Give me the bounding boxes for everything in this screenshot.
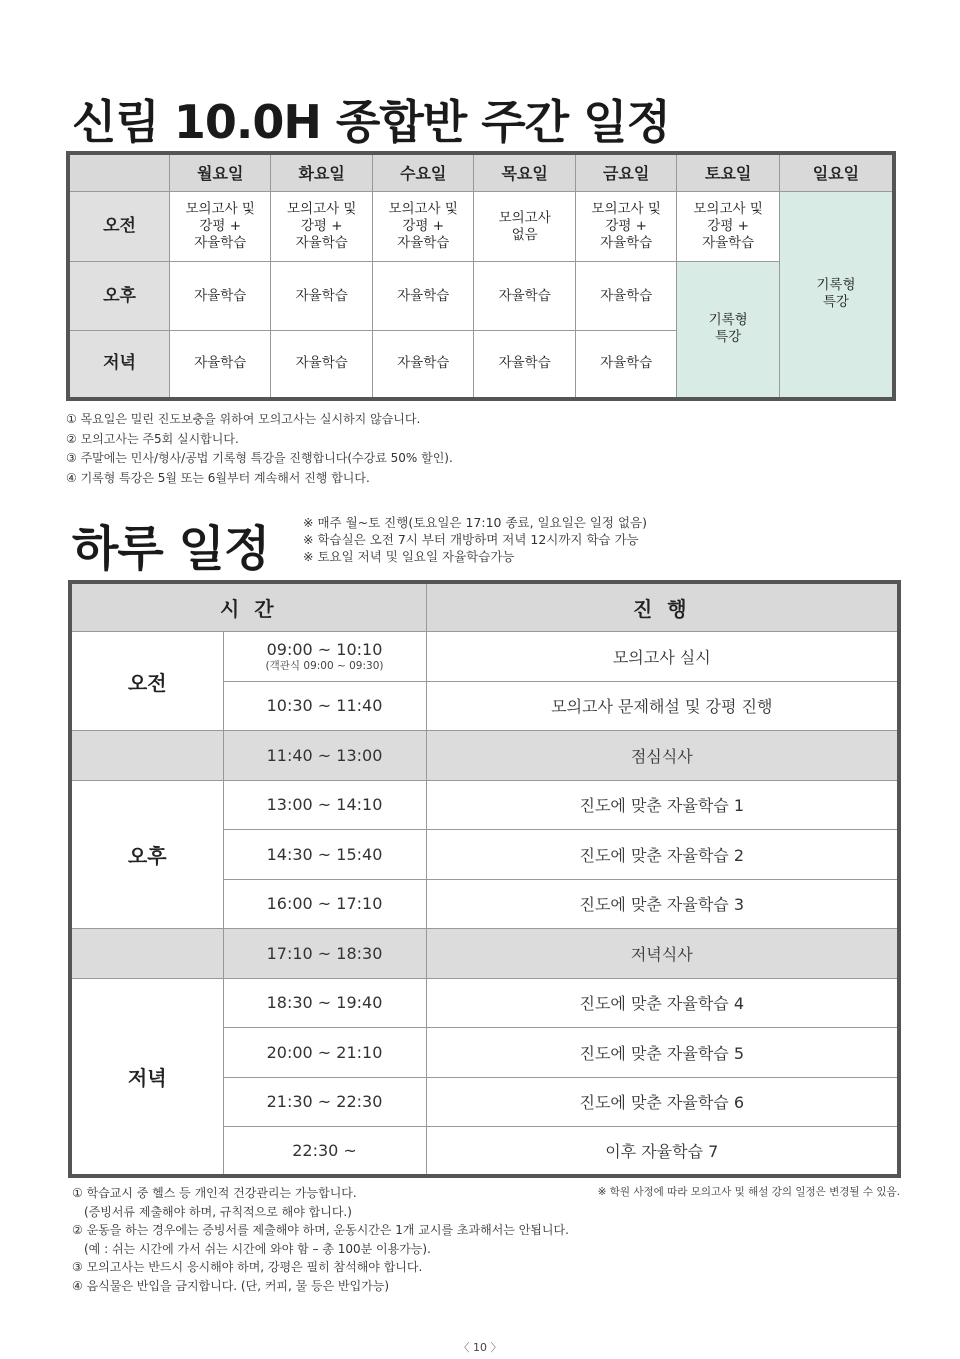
period-label-evening: 저녁 bbox=[68, 331, 169, 399]
time-cell: 10:30 ~ 11:40 bbox=[223, 681, 426, 731]
saturday-special-cell: 기록형 특강 bbox=[677, 262, 779, 399]
schedule-cell: 자율학습 bbox=[169, 262, 270, 331]
schedule-cell: 자율학습 bbox=[372, 331, 473, 399]
activity-cell: 진도에 맞춘 자율학습 5 bbox=[426, 1028, 899, 1078]
note-line: ② 모의고사는 주5회 실시합니다. bbox=[66, 431, 239, 446]
activity-cell: 진도에 맞춘 자율학습 4 bbox=[426, 978, 899, 1028]
period-label-morning: 오전 bbox=[68, 192, 169, 262]
time-cell: 22:30 ~ bbox=[223, 1127, 426, 1177]
activity-cell: 진도에 맞춘 자율학습 2 bbox=[426, 830, 899, 880]
page-number: 〈 10 〉 bbox=[458, 1341, 502, 1354]
note-line: ① 학습교시 중 헬스 등 개인적 건강관리는 가능합니다. bbox=[72, 1186, 357, 1200]
time-cell: 16:00 ~ 17:10 bbox=[223, 879, 426, 929]
time-cell: 13:00 ~ 14:10 bbox=[223, 780, 426, 830]
day-header: 목요일 bbox=[474, 153, 575, 192]
activity-cell: 모의고사 문제해설 및 강평 진행 bbox=[426, 681, 899, 731]
schedule-cell: 자율학습 bbox=[271, 331, 372, 399]
subnote-line: ※ 토요일 저녁 및 일요일 자율학습가능 bbox=[303, 549, 515, 564]
activity-cell: 이후 자율학습 7 bbox=[426, 1127, 899, 1177]
day-header: 일요일 bbox=[779, 153, 894, 192]
schedule-cell: 모의고사 및 강평 + 자율학습 bbox=[271, 192, 372, 262]
time-cell: 17:10 ~ 18:30 bbox=[223, 929, 426, 979]
weekly-notes bbox=[66, 410, 453, 488]
time-cell: 20:00 ~ 21:10 bbox=[223, 1028, 426, 1078]
day-header: 금요일 bbox=[575, 153, 676, 192]
note-line: ④ 음식물은 반입을 금지합니다. (단, 커피, 물 등은 반입가능) bbox=[72, 1278, 390, 1293]
activity-cell: 점심식사 bbox=[426, 731, 899, 781]
schedule-cell: 모의고사 및 강평 + 자율학습 bbox=[169, 192, 270, 262]
period-blank-cell bbox=[70, 929, 223, 979]
time-cell: 18:30 ~ 19:40 bbox=[223, 978, 426, 1028]
schedule-cell: 모의고사 및 강평 + 자율학습 bbox=[677, 192, 779, 262]
period-label-morning: 오전 bbox=[70, 632, 223, 731]
schedule-cell: 자율학습 bbox=[575, 262, 676, 331]
schedule-cell: 자율학습 bbox=[474, 331, 575, 399]
schedule-cell: 자율학습 bbox=[474, 262, 575, 331]
day-header: 월요일 bbox=[169, 153, 270, 192]
note-line: (예 : 쉬는 시간에 가서 쉬는 시간에 와야 함 – 총 100분 이용가능). bbox=[84, 1241, 431, 1256]
daily-subnotes bbox=[303, 514, 647, 565]
schedule-cell: 자율학습 bbox=[372, 262, 473, 331]
note-line: ① 목요일은 밀린 진도보충을 위하여 모의고사는 실시하지 않습니다. bbox=[66, 412, 421, 426]
activity-cell: 진도에 맞춘 자율학습 6 bbox=[426, 1077, 899, 1127]
schedule-cell: 자율학습 bbox=[271, 262, 372, 331]
note-line: (증빙서류 제출해야 하며, 규칙적으로 해야 합니다.) bbox=[84, 1204, 352, 1219]
activity-header: 진 행 bbox=[426, 582, 899, 632]
note-line: ③ 주말에는 민사/형사/공법 기록형 특강을 진행합니다(수강료 50% 할인). bbox=[66, 451, 453, 465]
subnote-line: ※ 매주 월~토 진행(토요일은 17:10 종료, 일요일은 일정 없음) bbox=[303, 515, 647, 530]
time-cell: 09:00 ~ 10:10 (객관식 09:00 ~ 09:30) bbox=[223, 632, 426, 682]
time-cell: 21:30 ~ 22:30 bbox=[223, 1077, 426, 1127]
schedule-cell: 자율학습 bbox=[169, 331, 270, 399]
activity-cell: 진도에 맞춘 자율학습 1 bbox=[426, 780, 899, 830]
time-cell: 14:30 ~ 15:40 bbox=[223, 830, 426, 880]
schedule-cell: 모의고사 및 강평 + 자율학습 bbox=[575, 192, 676, 262]
subnote-line: ※ 학습실은 오전 7시 부터 개방하며 저녁 12시까지 학습 가능 bbox=[303, 532, 639, 547]
weekly-schedule-title: 신림 10.0H 종합반 주간 일정 bbox=[72, 95, 670, 149]
period-label-afternoon: 오후 bbox=[70, 780, 223, 929]
time-header: 시 간 bbox=[70, 582, 426, 632]
daily-notes bbox=[72, 1184, 569, 1295]
note-line: ② 운동을 하는 경우에는 증빙서를 제출해야 하며, 운동시간은 1개 교시를 초과해서는 안됩니다. bbox=[72, 1223, 569, 1237]
weekly-schedule-table bbox=[66, 151, 896, 401]
note-line: ③ 모의고사는 반드시 응시해야 하며, 강평은 필히 참석해야 합니다. bbox=[72, 1260, 423, 1274]
period-label-afternoon: 오후 bbox=[68, 262, 169, 331]
sunday-special-cell: 기록형 특강 bbox=[779, 192, 894, 399]
day-header: 수요일 bbox=[372, 153, 473, 192]
period-label-evening: 저녁 bbox=[70, 978, 223, 1176]
weekly-corner-cell bbox=[68, 153, 169, 192]
daily-schedule-title: 하루 일정 bbox=[72, 521, 270, 577]
schedule-cell: 모의고사 없음 bbox=[474, 192, 575, 262]
time-cell: 11:40 ~ 13:00 bbox=[223, 731, 426, 781]
schedule-cell: 모의고사 및 강평 + 자율학습 bbox=[372, 192, 473, 262]
period-blank-cell bbox=[70, 731, 223, 781]
day-header: 화요일 bbox=[271, 153, 372, 192]
activity-cell: 진도에 맞춘 자율학습 3 bbox=[426, 879, 899, 929]
schedule-cell: 자율학습 bbox=[575, 331, 676, 399]
schedule-change-note: ※ 학원 사정에 따라 모의고사 및 해설 강의 일정은 변경될 수 있음. bbox=[597, 1186, 900, 1198]
day-header: 토요일 bbox=[677, 153, 779, 192]
activity-cell: 모의고사 실시 bbox=[426, 632, 899, 682]
daily-schedule-table bbox=[68, 580, 901, 1178]
activity-cell: 저녁식사 bbox=[426, 929, 899, 979]
note-line: ④ 기록형 특강은 5월 또는 6월부터 계속해서 진행 합니다. bbox=[66, 470, 370, 485]
